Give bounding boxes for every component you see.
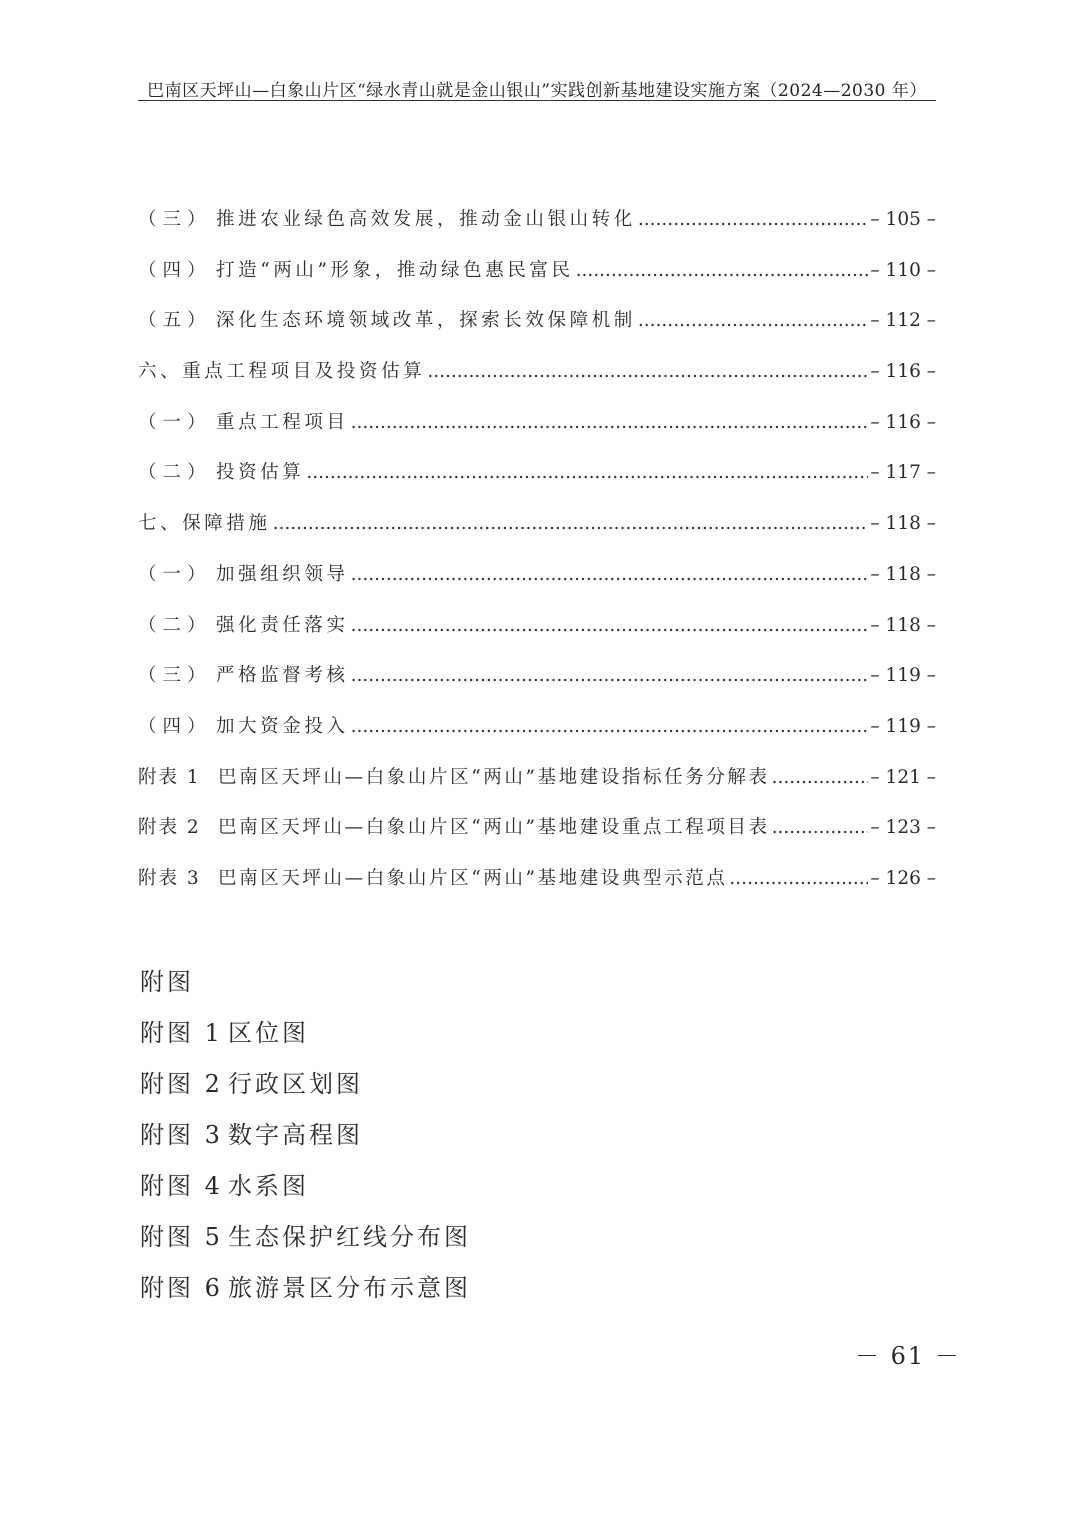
toc-entry[interactable] — [138, 813, 936, 864]
toc-entry[interactable] — [138, 661, 936, 712]
toc-entry[interactable] — [138, 306, 936, 357]
toc-entry-title: 推进农业绿色高效发展，推动金山银山转化 — [216, 209, 636, 230]
toc-entry[interactable] — [138, 509, 936, 560]
toc-leader-dots — [351, 716, 869, 737]
toc-entry-page: – 117 – — [870, 462, 936, 484]
toc-entry-page: – 126 – — [870, 867, 936, 889]
toc-leader-dots — [729, 868, 868, 889]
toc-entry[interactable] — [138, 205, 936, 256]
toc-entry-title: 打造“两山”形象，推动绿色惠民富民 — [216, 259, 574, 281]
toc-entry-title: 强化责任落实 — [216, 614, 349, 636]
figure-label: 附图 3 — [140, 1121, 223, 1149]
toc-entry[interactable] — [138, 458, 936, 509]
toc-entry-title: 重点工程项目 — [216, 411, 349, 433]
figure-label: 附图 1 — [140, 1019, 223, 1047]
figure-title: 区位图 — [228, 1019, 309, 1047]
figure-label: 附图 2 — [140, 1070, 223, 1098]
toc-entry-number: （一） — [138, 411, 212, 433]
toc-entry-title: 加大资金投入 — [216, 715, 349, 737]
toc-entry-page: – 118 – — [870, 513, 936, 535]
toc-entry-title: 深化生态环境领域改革，探索长效保障机制 — [216, 310, 636, 332]
toc-entry-number: （四） — [138, 715, 212, 737]
toc-entry-page: – 116 – — [870, 361, 936, 383]
figures-heading: 附图 — [140, 968, 194, 996]
toc-entry-title: 投资估算 — [216, 462, 305, 484]
toc-entry-number: （五） — [138, 310, 212, 332]
toc-leader-dots — [638, 310, 869, 331]
toc-entry-page: – 121 – — [870, 766, 936, 788]
toc-entry-number: （四） — [138, 259, 212, 281]
toc-entry-number: 附表 3 — [138, 867, 201, 889]
toc-entry-number: （二） — [138, 462, 212, 484]
toc-entry-title: 巴南区天坪山—白象山片区“两山”基地建设指标任务分解表 — [218, 766, 770, 788]
toc-entry[interactable] — [138, 256, 936, 307]
figure-label: 附图 6 — [140, 1274, 223, 1302]
toc-entry-number: （一） — [138, 563, 212, 585]
toc-entry-page: – 110 – — [870, 259, 936, 281]
toc-entry-page: – 119 – — [870, 715, 936, 737]
figure-label: 附图 4 — [140, 1172, 223, 1200]
toc-entry-title: 加强组织领导 — [216, 563, 349, 585]
figure-title: 水系图 — [228, 1172, 309, 1200]
toc-section-title: 六、重点工程项目及投资估算 — [138, 361, 426, 383]
toc-entry[interactable] — [138, 611, 936, 662]
toc-leader-dots — [638, 209, 869, 230]
figure-item — [140, 1013, 840, 1064]
figure-title: 生态保护红线分布图 — [228, 1223, 471, 1251]
toc-leader-dots — [427, 361, 868, 382]
toc-leader-dots — [772, 817, 869, 838]
toc-entry[interactable] — [138, 408, 936, 459]
figure-item — [140, 1217, 840, 1268]
toc-entry[interactable] — [138, 560, 936, 611]
figure-item — [140, 1166, 840, 1217]
toc-leader-dots — [576, 260, 869, 281]
figure-title: 行政区划图 — [228, 1070, 363, 1098]
toc-entry-page: – 123 – — [870, 817, 936, 839]
toc-section-title: 七、保障措施 — [138, 513, 271, 535]
toc-entry-page: – 118 – — [870, 614, 936, 636]
toc-leader-dots — [273, 513, 869, 534]
toc-entry-number: （三） — [138, 209, 212, 230]
figure-title: 数字高程图 — [228, 1121, 363, 1149]
toc-entry[interactable] — [138, 763, 936, 814]
toc-entry-number: （三） — [138, 665, 212, 687]
toc-entry-title: 巴南区天坪山—白象山片区“两山”基地建设重点工程项目表 — [218, 817, 770, 839]
figures-list — [140, 962, 840, 1319]
toc-entry-title: 严格监督考核 — [216, 665, 349, 687]
figure-item — [140, 1064, 840, 1115]
toc-entry-page: – 118 – — [870, 563, 936, 585]
header-rule — [138, 100, 936, 101]
toc-leader-dots — [351, 412, 869, 433]
figure-item — [140, 1268, 840, 1319]
toc-entry-page: – 119 – — [870, 665, 936, 687]
toc-entry-page: – 105 – — [870, 209, 936, 230]
toc-entry-number: （二） — [138, 614, 212, 636]
toc-entry-number: 附表 2 — [138, 817, 201, 839]
toc-entry[interactable] — [138, 712, 936, 763]
toc-entry[interactable] — [138, 357, 936, 408]
toc-leader-dots — [772, 767, 869, 788]
toc-entry-title: 巴南区天坪山—白象山片区“两山”基地建设典型示范点 — [218, 867, 728, 889]
running-header: 巴南区天坪山—白象山片区“绿水青山就是金山银山”实践创新基地建设实施方案（2024—2030 年） — [147, 81, 927, 101]
figure-item — [140, 1115, 840, 1166]
toc-entry-page: – 112 – — [870, 310, 936, 332]
figure-title: 旅游景区分布示意图 — [228, 1274, 471, 1302]
figure-label: 附图 5 — [140, 1223, 223, 1251]
toc-entry-number: 附表 1 — [138, 766, 201, 788]
toc-entry-page: – 116 – — [870, 411, 936, 433]
toc-leader-dots — [306, 462, 868, 483]
table-of-contents — [138, 205, 936, 915]
toc-leader-dots — [351, 665, 869, 686]
toc-leader-dots — [351, 615, 869, 636]
toc-leader-dots — [351, 564, 869, 585]
toc-entry[interactable] — [138, 864, 936, 915]
page-number: － 61 － — [855, 1342, 961, 1370]
